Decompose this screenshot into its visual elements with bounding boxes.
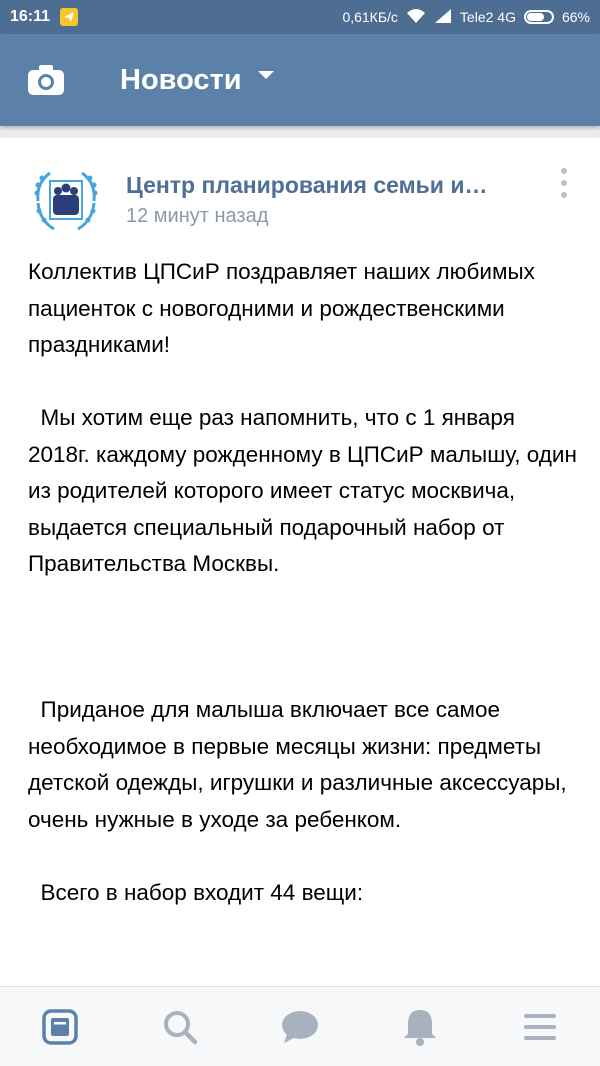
avatar[interactable]	[28, 163, 104, 239]
telegram-icon	[60, 8, 78, 26]
post-time[interactable]: 12 минут назад	[126, 205, 269, 227]
post-card	[0, 138, 600, 986]
dot	[561, 180, 567, 186]
app-header	[0, 34, 600, 126]
battery-level: 66%	[561, 9, 590, 25]
dot	[561, 168, 567, 174]
more-options-icon[interactable]	[552, 168, 576, 198]
status-time: 16:11	[10, 8, 51, 25]
bottom-nav	[0, 986, 600, 1066]
wifi-icon	[406, 8, 426, 27]
search-icon[interactable]	[150, 997, 210, 1057]
news-icon[interactable]	[30, 997, 90, 1057]
status-bar	[0, 0, 600, 34]
page-title[interactable]: Новости	[120, 63, 242, 96]
dot	[561, 192, 567, 198]
battery-icon	[524, 10, 554, 24]
notifications-icon[interactable]	[390, 997, 450, 1057]
carrier-label: Tele2 4G	[459, 9, 516, 25]
messages-icon[interactable]	[270, 997, 330, 1057]
post-author[interactable]: Центр планирования семьи и…	[126, 172, 488, 198]
caret-down-icon[interactable]	[258, 71, 274, 79]
post-text: Коллектив ЦПСиР поздравляет наших любимых пациенток с новогодними и рождественскими праздниками! Мы хотим еще раз напомнить, что с 1 января 2018г. каждому рожденному в ЦПСиР малышу, один из родителей которого имеет статус москвича, выдается специальный подарочный набор от Правительства Москвы. Приданое для малыша включает все самое необходимое в первые месяцы жизни: предметы детской одежды, игрушки и различные аксессуары, очень нужные в уходе за ребенком. Всего в набор входит 44 вещи:	[28, 259, 577, 905]
menu-icon[interactable]	[510, 997, 570, 1057]
post-header	[0, 138, 600, 248]
signal-icon	[434, 8, 452, 27]
network-speed: 0,61КБ/с	[342, 9, 398, 25]
camera-icon[interactable]	[26, 60, 66, 100]
